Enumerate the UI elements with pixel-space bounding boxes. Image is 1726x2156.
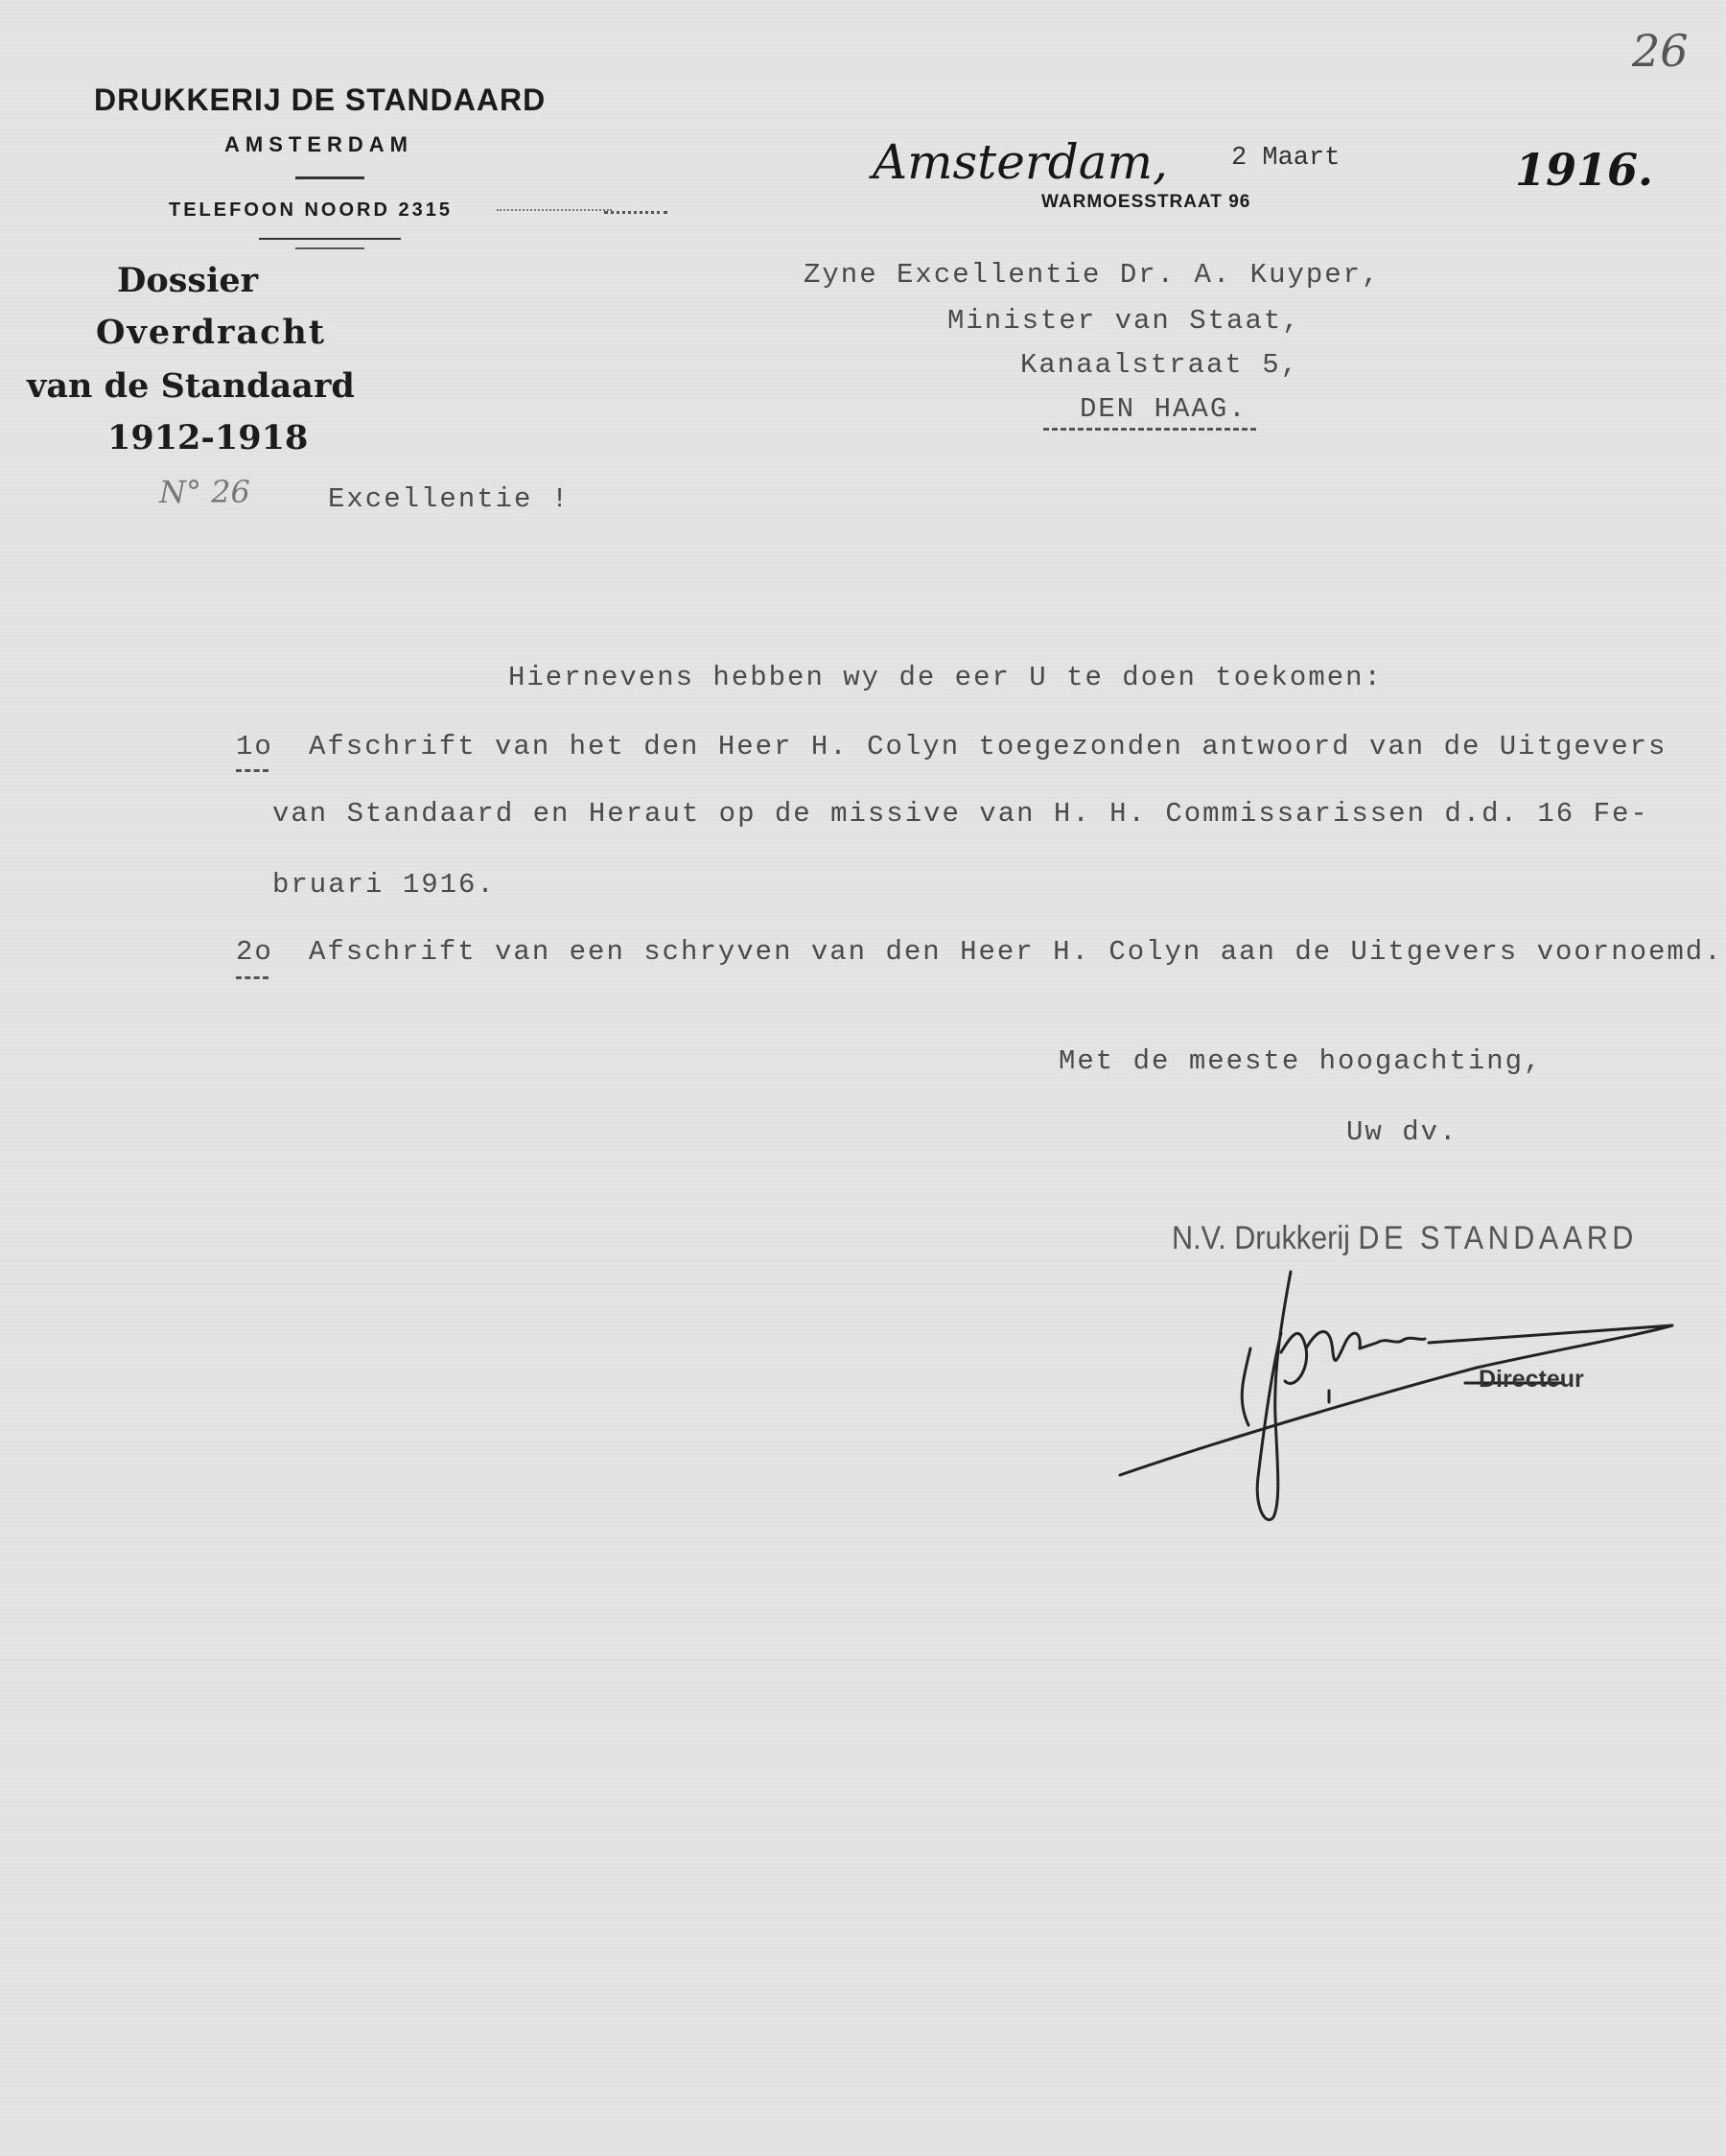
address-line: DEN HAAG. (1080, 393, 1248, 425)
company-name: DE STANDAARD (1358, 1220, 1638, 1256)
stamp-line: 1912-1918 (107, 418, 309, 457)
handwritten-number: N° 26 (159, 474, 250, 510)
stamp-line: Overdracht (96, 313, 327, 352)
company-prefix: N.V. Drukkerij (1172, 1220, 1350, 1256)
closing-line: Uw dv. (1346, 1116, 1458, 1148)
address-underline (1043, 428, 1256, 433)
address-line: Zyne Excellentie Dr. A. Kuyper, (804, 259, 1381, 291)
body-line: bruari 1916. (272, 869, 496, 901)
letterhead-divider (295, 247, 364, 249)
item-number: 2o (236, 936, 273, 968)
closing-line: Met de meeste hoogachting, (1059, 1045, 1543, 1077)
salutation: Excellentie ! (328, 483, 571, 515)
letterhead-company: DRUKKERIJ DE STANDAARD (94, 82, 547, 117)
signature-company-stamp (1172, 1220, 1638, 1257)
place-street: WARMOESSTRAAT 96 (1041, 192, 1251, 212)
letterhead-city: AMSTERDAM (224, 132, 413, 156)
place-city: Amsterdam, (873, 134, 1168, 190)
letterhead-divider (295, 176, 364, 179)
archive-page-number: 26 (1632, 25, 1689, 77)
item-number: 1o (236, 731, 273, 762)
signature-title: Directeur (1479, 1366, 1584, 1393)
body-line: van Standaard en Heraut op de missive van H. H. Commissarissen d.d. 16 Fe- (272, 798, 1649, 830)
item-number-underline (236, 976, 268, 979)
letter-date: 2 Maart (1231, 144, 1341, 173)
letterhead-dotted-line (497, 209, 612, 213)
body-line: Afschrift van het den Heer H. Colyn toegezonden antwoord van de Uitgevers (309, 731, 1668, 762)
body-intro: Hiernevens hebben wy de eer U te doen toekomen: (508, 662, 1383, 693)
stamp-line: Dossier (117, 261, 259, 300)
body-line: Afschrift van een schryven van den Heer H. Colyn aan de Uitgevers voornoemd. (309, 936, 1723, 968)
address-line: Kanaalstraat 5, (1020, 349, 1300, 381)
item-number-underline (236, 769, 268, 772)
handwritten-signature (1103, 1256, 1697, 1535)
address-line: Minister van Staat, (947, 305, 1301, 337)
letterhead-dotted-line (604, 211, 667, 216)
letterhead-divider (259, 238, 401, 240)
letterhead-phone: TELEFOON NOORD 2315 (169, 199, 453, 221)
stamp-line: van de Standaard (27, 366, 355, 406)
letter-year: 1916. (1515, 144, 1654, 196)
